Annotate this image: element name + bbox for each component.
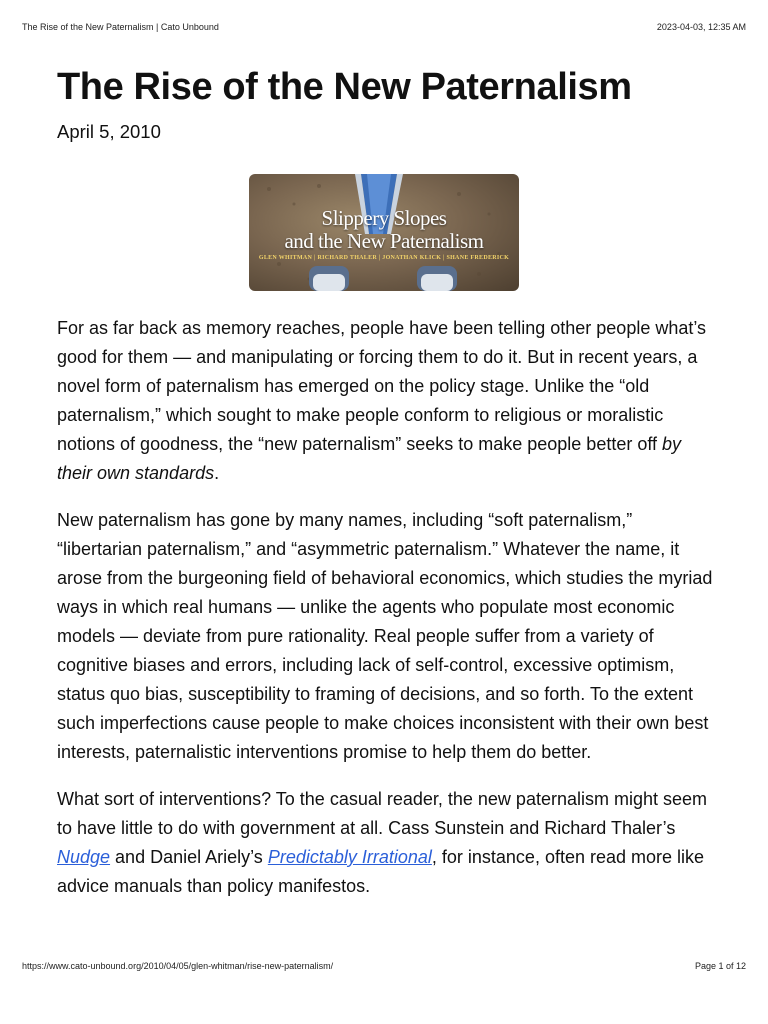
print-footer bbox=[22, 961, 746, 971]
banner-title-line-1: Slippery Slopes bbox=[321, 206, 447, 230]
banner-author: RICHARD THALER bbox=[317, 255, 378, 261]
print-header-title: The Rise of the New Paternalism | Cato Unbound bbox=[22, 22, 219, 32]
article-title: The Rise of the New Paternalism bbox=[57, 66, 632, 108]
print-header bbox=[22, 22, 746, 32]
article-date: April 5, 2010 bbox=[57, 121, 161, 142]
paragraph-2: New paternalism has gone by many names, including “soft paternalism,” “libertarian paternalism,” and “asymmetric paternalism.” Whatever the name, it arose from the burgeoning field of behavioral economics, which studies the myriad ways in which real humans — unlike the agents who populate most economic models — deviate from pure rationality. Real people suffer from a variety of cognitive biases and errors, including lack of self-control, excessive optimism, status quo bias, susceptibility to framing of decisions, and so forth. To the extent such imperfections cause people to make choices inconsistent with their own best interests, paternalistic interventions promise to help them do better. bbox=[57, 510, 713, 762]
paragraph-1-emphasis: by their own standards bbox=[57, 434, 682, 483]
banner-author: JONATHAN KLICK bbox=[382, 255, 442, 261]
print-footer-url: https://www.cato-unbound.org/2010/04/05/glen-whitman/rise-new-paternalism/ bbox=[22, 961, 334, 971]
article-banner-image bbox=[249, 174, 519, 291]
article-header bbox=[57, 64, 717, 144]
print-header-datetime: 2023-04-03, 12:35 AM bbox=[656, 22, 746, 32]
article-body bbox=[57, 314, 717, 919]
paragraph-3 bbox=[57, 785, 717, 901]
banner-author: GLEN WHITMAN bbox=[258, 255, 313, 261]
predictably-irrational-book-link[interactable]: Predictably Irrational bbox=[267, 847, 432, 867]
banner-title-line-2: and the New Paternalism bbox=[284, 229, 484, 253]
paragraph-1-text: For as far back as memory reaches, people have been telling other people what’s good for them — and manipulating or forcing them to do it. But in recent years, a novel form of paternalism has emerged on the policy stage. Unlike the “old paternalism,” which sought to make people conform to religious or moralistic notions of goodness, the “new paternalism” seeks to make people better off bbox=[57, 318, 707, 454]
paragraph-3-part-1: What sort of interventions? To the casual reader, the new paternalism might seem to have little to do with government at all. Cass Sunstein and Richard Thaler’s bbox=[57, 789, 708, 838]
banner-author: SHANE FREDERICK bbox=[446, 255, 510, 261]
paragraph-3-part-3: , for instance, often read more like advice manuals than policy manifestos. bbox=[57, 847, 705, 896]
paragraph-3-part-2: and Daniel Ariely’s bbox=[110, 847, 268, 867]
nudge-book-link[interactable]: Nudge bbox=[57, 847, 111, 867]
print-footer-page-number: Page 1 of 12 bbox=[694, 961, 746, 971]
banner-authors: GLEN WHITMAN | RICHARD THALER | JONATHAN KLICK | SHANE FREDERICK bbox=[258, 255, 510, 261]
paragraph-1-end: . bbox=[214, 463, 220, 483]
paragraph-1 bbox=[57, 314, 717, 488]
